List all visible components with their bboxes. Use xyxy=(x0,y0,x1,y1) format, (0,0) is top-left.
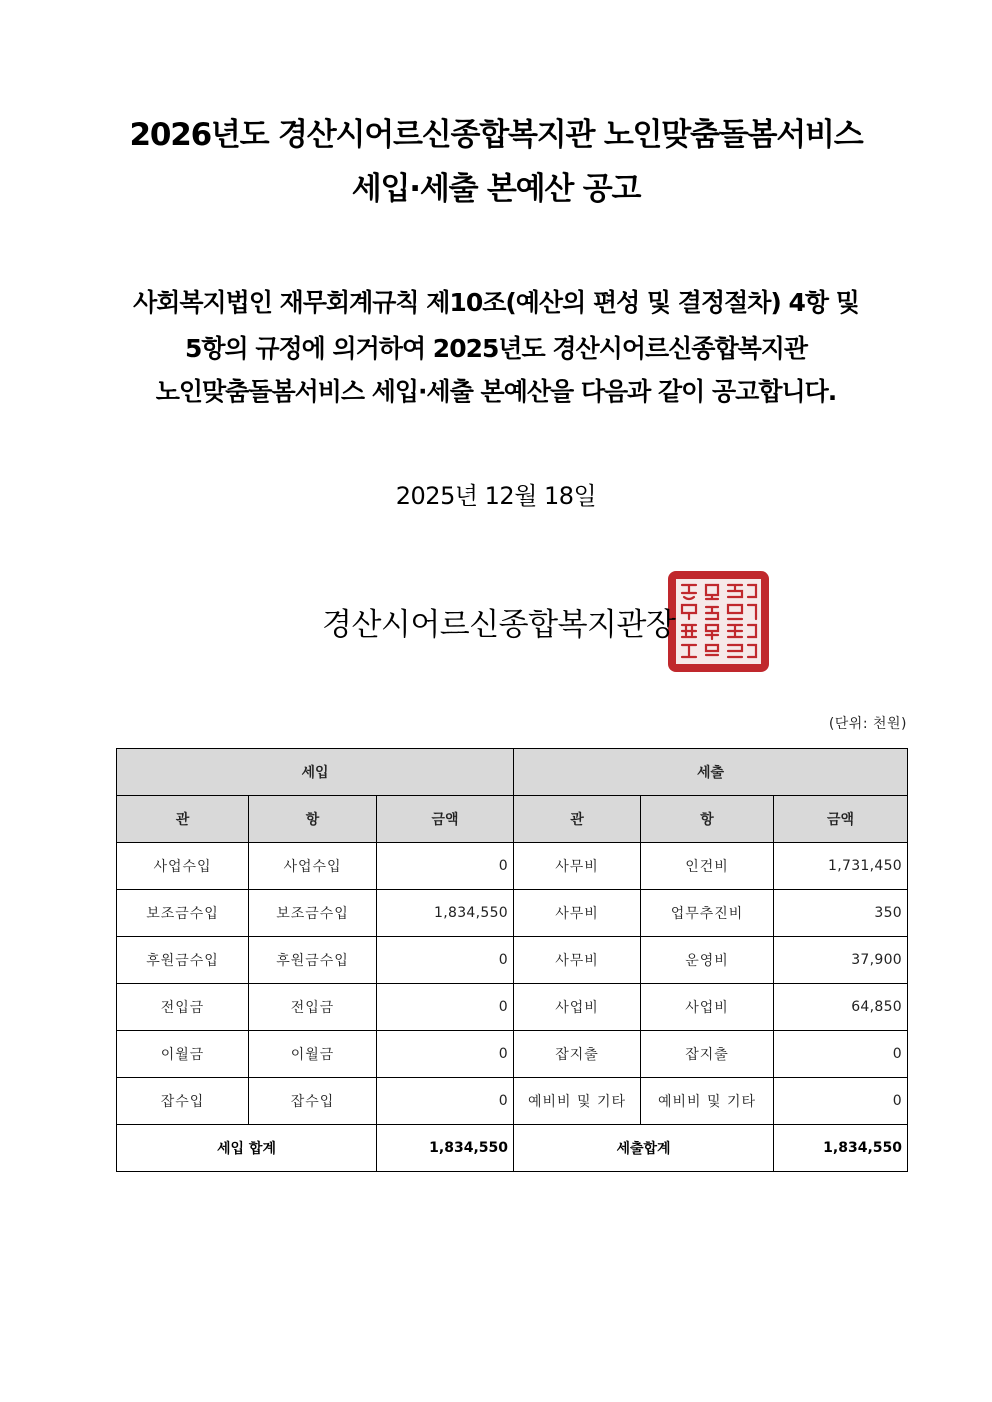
header-exp-hang: 항 xyxy=(641,796,774,843)
exp-gwan: 사무비 xyxy=(514,890,641,937)
header-rev-hang: 항 xyxy=(249,796,377,843)
exp-hang: 업무추진비 xyxy=(641,890,774,937)
official-seal-icon xyxy=(666,569,771,674)
exp-gwan: 사업비 xyxy=(514,984,641,1031)
unit-label: (단위: 천원) xyxy=(828,716,907,732)
table-row xyxy=(117,843,908,890)
table-row xyxy=(117,937,908,984)
rev-hang: 전입금 xyxy=(249,984,377,1031)
revenue-total-label: 세입 합계 xyxy=(117,1125,377,1172)
rev-hang: 잡수입 xyxy=(249,1078,377,1125)
signer-name: 경산시어르신종합복지관장 xyxy=(322,607,676,643)
exp-gwan: 예비비 및 기타 xyxy=(514,1078,641,1125)
exp-hang: 인건비 xyxy=(641,843,774,890)
exp-gwan: 사무비 xyxy=(514,843,641,890)
header-rev-gwan: 관 xyxy=(117,796,249,843)
rev-gwan: 잡수입 xyxy=(117,1078,249,1125)
column-header-row xyxy=(117,796,908,843)
rev-hang: 보조금수입 xyxy=(249,890,377,937)
section-expense: 세출 xyxy=(514,749,908,796)
exp-amount: 64,850 xyxy=(774,984,908,1031)
rev-gwan: 후원금수입 xyxy=(117,937,249,984)
notice-body-line-1: 사회복지법인 재무회계규칙 제10조(예산의 편성 및 결정절차) 4항 및 xyxy=(133,288,859,317)
document-title-line-1: 2026년도 경산시어르신종합복지관 노인맞춤돌봄서비스 xyxy=(129,117,863,153)
exp-hang: 사업비 xyxy=(641,984,774,1031)
notice-date: 2025년 12월 18일 xyxy=(395,482,597,510)
budget-table xyxy=(116,748,908,1172)
rev-hang: 후원금수입 xyxy=(249,937,377,984)
rev-amount: 0 xyxy=(377,843,514,890)
exp-hang: 예비비 및 기타 xyxy=(641,1078,774,1125)
revenue-total-amount: 1,834,550 xyxy=(377,1125,514,1172)
rev-gwan: 전입금 xyxy=(117,984,249,1031)
expense-total-amount: 1,834,550 xyxy=(774,1125,908,1172)
rev-hang: 사업수입 xyxy=(249,843,377,890)
section-header-row xyxy=(117,749,908,796)
exp-hang: 운영비 xyxy=(641,937,774,984)
header-rev-amount: 금액 xyxy=(377,796,514,843)
notice-body-line-3: 노인맞춤돌봄서비스 세입·세출 본예산을 다음과 같이 공고합니다. xyxy=(155,377,837,406)
rev-amount: 1,834,550 xyxy=(377,890,514,937)
section-revenue: 세입 xyxy=(117,749,514,796)
rev-gwan: 이월금 xyxy=(117,1031,249,1078)
rev-hang: 이월금 xyxy=(249,1031,377,1078)
rev-amount: 0 xyxy=(377,937,514,984)
table-row xyxy=(117,984,908,1031)
exp-gwan: 잡지출 xyxy=(514,1031,641,1078)
exp-hang: 잡지출 xyxy=(641,1031,774,1078)
rev-amount: 0 xyxy=(377,984,514,1031)
exp-amount: 0 xyxy=(774,1078,908,1125)
exp-amount: 350 xyxy=(774,890,908,937)
table-row xyxy=(117,890,908,937)
header-exp-amount: 금액 xyxy=(774,796,908,843)
exp-gwan: 사무비 xyxy=(514,937,641,984)
exp-amount: 1,731,450 xyxy=(774,843,908,890)
table-row xyxy=(117,1078,908,1125)
document-title-line-2: 세입·세출 본예산 공고 xyxy=(351,171,641,207)
exp-amount: 37,900 xyxy=(774,937,908,984)
total-row xyxy=(117,1125,908,1172)
header-exp-gwan: 관 xyxy=(514,796,641,843)
rev-gwan: 사업수입 xyxy=(117,843,249,890)
notice-body-line-2: 5항의 규정에 의거하여 2025년도 경산시어르신종합복지관 xyxy=(184,334,808,363)
table-row xyxy=(117,1031,908,1078)
exp-amount: 0 xyxy=(774,1031,908,1078)
rev-amount: 0 xyxy=(377,1078,514,1125)
expense-total-label: 세출합계 xyxy=(514,1125,774,1172)
rev-gwan: 보조금수입 xyxy=(117,890,249,937)
rev-amount: 0 xyxy=(377,1031,514,1078)
